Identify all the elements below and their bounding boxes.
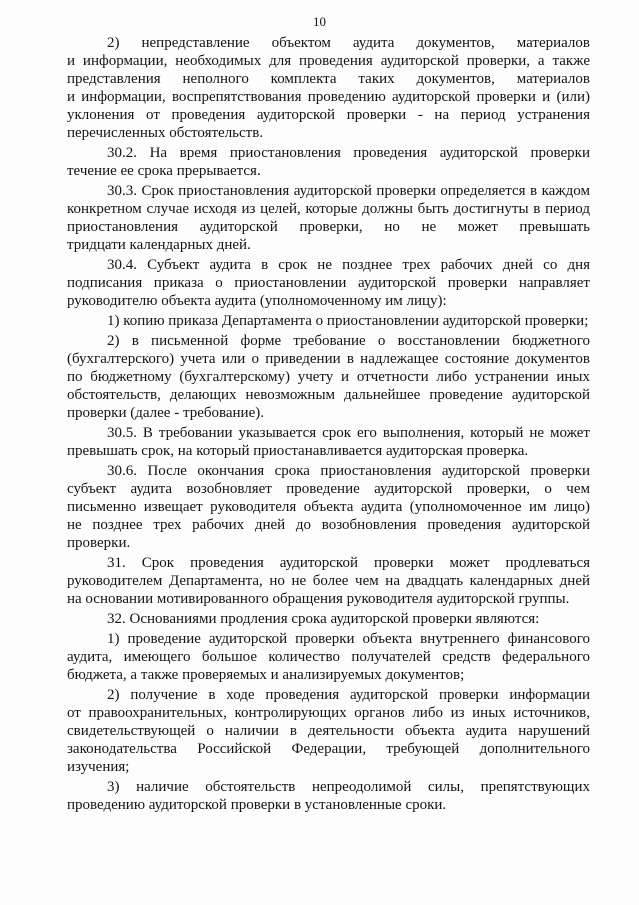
text-line: бюджета, а также проверяемых и анализируемых документов; [67, 667, 465, 683]
paragraph [67, 778, 590, 814]
paragraph [67, 256, 590, 310]
text-line: 1) копию приказа Департамента о приостановлении аудиторской проверки; [107, 313, 589, 329]
text-line: проведению аудиторской проверки в установленные сроки. [67, 797, 447, 813]
text-line: 1) проведение аудиторской проверки объекта внутреннего финансового [107, 631, 590, 647]
text-line: 3) наличие обстоятельств непреодолимой силы, препятствующих [107, 779, 590, 795]
document-body [67, 34, 590, 816]
text-line: перечисленных обстоятельств. [67, 125, 264, 141]
text-line: по бюджетному (бухгалтерскому) учету и отчетности либо устранении иных [67, 369, 590, 385]
text-line: руководителю объекта аудита (уполномоченному им лицу): [67, 293, 447, 309]
paragraph [67, 182, 590, 254]
text-line: уклонения от проведения аудиторской проверки - на период устранения [67, 107, 590, 123]
paragraph [67, 554, 590, 608]
text-line: законодательства Российской Федерации, требующей дополнительного [67, 741, 590, 757]
paragraph [67, 686, 590, 776]
text-line: 32. Основаниями продления срока аудиторской проверки являются: [107, 611, 540, 627]
text-line: тридцати календарных дней. [67, 237, 251, 253]
text-line: 30.6. После окончания срока приостановления аудиторской проверки [107, 463, 590, 479]
text-line: аудита, имеющего большое количество получателей средств федерального [67, 649, 590, 665]
paragraph [67, 332, 590, 422]
text-line: приостановления аудиторской проверки, но не может превышать [67, 219, 590, 235]
text-line: изучения; [67, 759, 130, 775]
text-line: субъект аудита возобновляет проведение аудиторской проверки, о чем [67, 481, 590, 497]
paragraph [67, 312, 590, 330]
text-line: 30.2. На время приостановления проведения аудиторской проверки [107, 145, 590, 161]
paragraph [67, 610, 590, 628]
text-line: подписания приказа о приостановлении аудиторской проверки направляет [67, 275, 590, 291]
paragraph [67, 34, 590, 142]
text-line: 30.4. Субъект аудита в срок не позднее трех рабочих дней со дня [107, 257, 590, 273]
text-line: 31. Срок проведения аудиторской проверки может продлеваться [107, 555, 590, 571]
text-line: 30.3. Срок приостановления аудиторской проверки определяется в каждом [107, 183, 590, 199]
text-line: и информации, воспрепятствования проведению аудиторской проверки и (или) [67, 89, 590, 105]
text-line: превышать срок, на который приостанавливается аудиторская проверка. [67, 443, 529, 459]
text-line: конкретном случае исходя из целей, которые должны быть достигнуты в период [67, 201, 590, 217]
text-line: 2) непредставление объектом аудита документов, материалов [107, 35, 590, 51]
page-number: 10 [313, 14, 326, 29]
text-line: течение ее срока прерывается. [67, 163, 261, 179]
text-line: обстоятельств, делающих невозможным дальнейшее проведение аудиторской [67, 387, 590, 403]
text-line: и информации, необходимых для проведения аудиторской проверки, а также [67, 53, 590, 69]
text-line: проверки. [67, 535, 131, 551]
text-line: от правоохранительных, контролирующих органов либо из иных источников, [67, 705, 590, 721]
text-line: 2) в письменной форме требование о восстановлении бюджетного [107, 333, 590, 349]
text-line: на основании мотивированного обращения руководителя аудиторской группы. [67, 591, 570, 607]
paragraph [67, 462, 590, 552]
text-line: письменно извещает руководителя объекта аудита (уполномоченное им лицо) [67, 499, 590, 515]
paragraph [67, 424, 590, 460]
text-line: проверки (далее - требование). [67, 405, 264, 421]
text-line: 30.5. В требовании указывается срок его выполнения, который не может [107, 425, 590, 441]
paragraph [67, 630, 590, 684]
text-line: (бухгалтерского) учета или о приведении в надлежащее состояние документов [67, 351, 590, 367]
text-line: 2) получение в ходе проведения аудиторской проверки информации [107, 687, 590, 703]
text-line: представления неполного комплекта таких документов, материалов [67, 71, 590, 87]
text-line: свидетельствующей о наличии в деятельности объекта аудита нарушений [67, 723, 590, 739]
text-line: не позднее трех рабочих дней до возобновления проведения аудиторской [67, 517, 590, 533]
text-line: руководителем Департамента, но не более чем на двадцать календарных дней [67, 573, 590, 589]
paragraph [67, 144, 590, 180]
